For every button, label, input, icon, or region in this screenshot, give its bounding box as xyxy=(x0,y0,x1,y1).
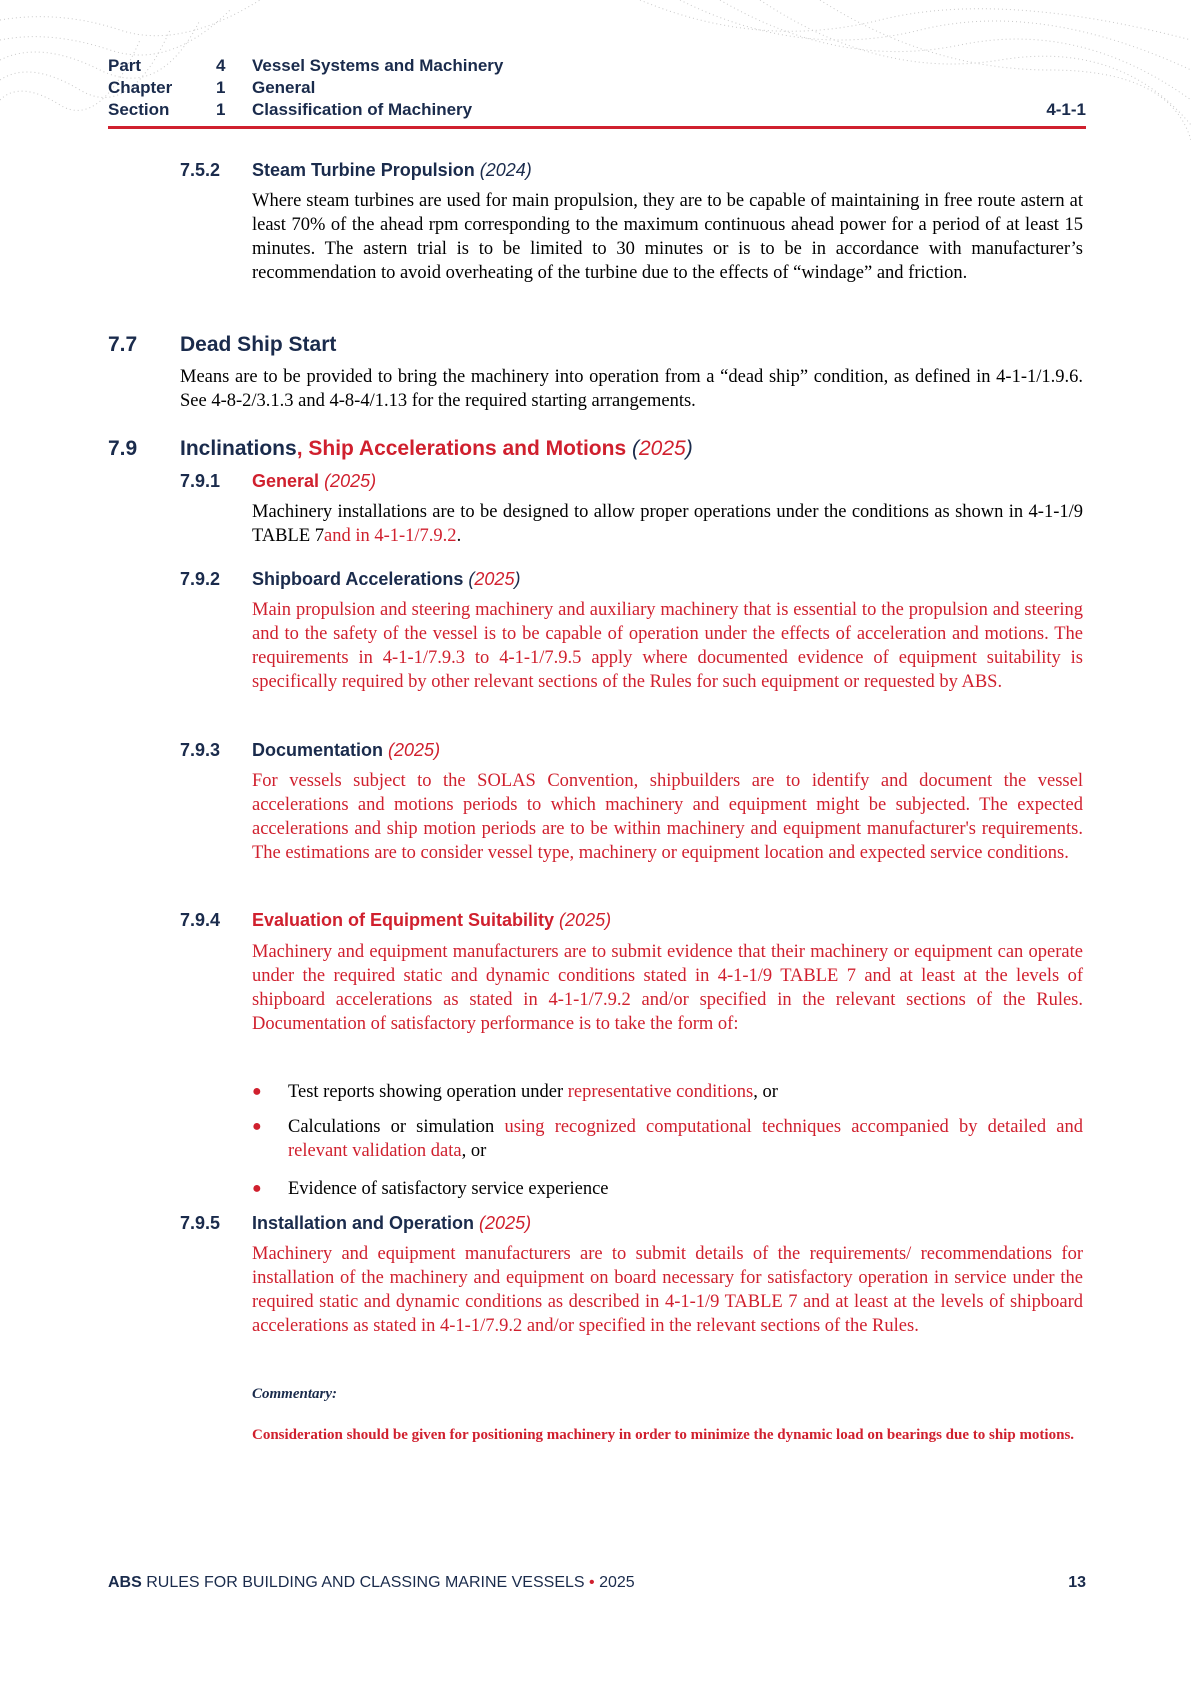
heading-number: 7.9.1 xyxy=(180,471,221,491)
header-part-title: Vessel Systems and Machinery xyxy=(252,56,504,75)
heading-year: 2025 xyxy=(638,437,686,460)
heading-7-7 xyxy=(108,333,337,357)
heading-year: (2025) xyxy=(388,740,441,760)
heading-year: 2025 xyxy=(474,569,515,589)
heading-number: 7.9 xyxy=(108,437,138,460)
heading-title: General xyxy=(252,471,320,491)
paragraph-text-end: . xyxy=(456,526,462,546)
heading-title: Dead Ship Start xyxy=(180,333,337,356)
heading-title: Evaluation of Equipment Suitability xyxy=(252,910,555,930)
footer-year: 2025 xyxy=(594,1574,635,1591)
heading-number: 7.9.3 xyxy=(180,740,221,760)
paragraph-text: Machinery installations are to be designed to allow proper operations under the conditions as shown in 4-1-1/9 TABLE 7 xyxy=(252,502,1083,546)
heading-year-open: ( xyxy=(468,569,475,589)
page-footer xyxy=(108,1574,1086,1592)
heading-number: 7.9.4 xyxy=(180,910,221,930)
paragraph-7-9-2: Main propulsion and steering machinery and auxiliary machinery that is essential to the propulsion and steering and to the safety of the vessel is to be capable of operation under the effects of acceleration and motions. The requirements in 4-1-1/7.9.3 to 4-1-1/7.9.5 apply where documented evidence of equipment suitability is specifically required by other relevant sections of the Rules for such equipment or requested by ABS. xyxy=(252,600,1083,692)
header-section-title: Classification of Machinery xyxy=(252,100,473,119)
commentary-text: Consideration should be given for positioning machinery in order to minimize the dynamic load on bearings due to ship motions. xyxy=(252,1427,1075,1443)
paragraph-text-added: and in 4-1-1/7.9.2 xyxy=(324,526,457,546)
heading-year-close: ) xyxy=(514,569,521,589)
bullet-icon: ● xyxy=(252,1118,262,1135)
commentary-label: Commentary: xyxy=(252,1386,337,1402)
header-part-number: 4 xyxy=(216,56,226,75)
heading-7-9 xyxy=(108,437,693,461)
heading-7-5-2 xyxy=(180,160,532,181)
list-item-text-end: , or xyxy=(753,1082,778,1102)
footer-separator: • xyxy=(589,1574,595,1591)
heading-title-added: , Ship Accelerations and Motions xyxy=(296,437,627,460)
list-item-text-added: using recognized computational techniques accompanied by detailed and relevant validation data xyxy=(288,1117,1084,1161)
heading-title: Steam Turbine Propulsion xyxy=(252,160,475,180)
list-item-text-end: , or xyxy=(461,1141,487,1161)
heading-year: (2025) xyxy=(479,1213,532,1233)
footer-title: RULES FOR BUILDING AND CLASSING MARINE VESSELS xyxy=(141,1574,590,1591)
heading-7-9-1 xyxy=(180,471,377,492)
heading-year: (2025) xyxy=(324,471,377,491)
list-item-text-added: representative conditions xyxy=(567,1082,754,1102)
paragraph-7-9-1 xyxy=(252,500,1083,548)
heading-number: 7.9.5 xyxy=(180,1213,221,1233)
heading-number: 7.9.2 xyxy=(180,569,221,589)
heading-number: 7.5.2 xyxy=(180,160,221,180)
list-item-text: Test reports showing operation under xyxy=(288,1082,568,1102)
header-chapter-number: 1 xyxy=(216,78,226,97)
page-number: 13 xyxy=(1068,1574,1086,1591)
heading-title: Inclinations xyxy=(180,437,297,460)
heading-title: Shipboard Accelerations xyxy=(252,569,464,589)
paragraph-7-9-3: For vessels subject to the SOLAS Convention, shipbuilders are to identify and document the vessel accelerations and motions periods to which machinery and equipment might be subjected. The expected accelerations and ship motion periods are to be within machinery and equipment manufacturer's requirements. The estimations are to consider vessel type, machinery or equipment location and expected service conditions. xyxy=(252,771,1083,863)
paragraph-7-5-2: Where steam turbines are used for main propulsion, they are to be capable of maintaining in free route astern at least 70% of the ahead rpm corresponding to the maximum continuous ahead power for a period of at least 15 minutes. The astern trial is to be limited to 30 minutes or is to be in accordance with manufacturer’s recommendation to avoid overheating of the turbine due to the effects of “windage” and friction. xyxy=(252,191,1083,283)
heading-year-open: ( xyxy=(631,437,639,460)
paragraph-7-7: Means are to be provided to bring the machinery into operation from a “dead ship” condition, as defined in 4-1-1/1.9.6. See 4-8-2/3.1.3 and 4-8-4/1.13 for the required starting arrangements. xyxy=(180,367,1083,411)
header-rule xyxy=(108,126,1086,129)
heading-title: Installation and Operation xyxy=(252,1213,475,1233)
bullet-icon: ● xyxy=(252,1083,262,1100)
paragraph-7-9-4: Machinery and equipment manufacturers are to submit evidence that their machinery or equipment can operate under the required static and dynamic conditions stated in 4-1-1/9 TABLE 7 and at least at the levels of shipboard accelerations as stated in 4-1-1/7.9.2 and/or specified in the relevant sections of the Rules. Documentation of satisfactory performance is to take the form of: xyxy=(252,942,1083,1034)
heading-7-9-5 xyxy=(180,1213,532,1234)
heading-year: (2025) xyxy=(559,910,612,930)
header-section-label: Section xyxy=(108,100,170,119)
list-item-text: Evidence of satisfactory service experience xyxy=(288,1179,609,1199)
header-chapter-title: General xyxy=(252,78,316,97)
heading-year-close: ) xyxy=(685,437,693,460)
header-reference: 4-1-1 xyxy=(1046,100,1086,119)
heading-number: 7.7 xyxy=(108,333,138,356)
list-item-text: Calculations or simulation xyxy=(288,1117,505,1137)
heading-title: Documentation xyxy=(252,740,384,760)
header-section-number: 1 xyxy=(216,100,226,119)
heading-7-9-2 xyxy=(180,569,521,590)
paragraph-7-9-5: Machinery and equipment manufacturers are to submit details of the requirements/ recommendations for installation of the machinery and equipment on board necessary for satisfactory operation in service under the required static and dynamic conditions as described in 4-1-1/9 TABLE 7 and at least at the levels of shipboard accelerations as stated in 4-1-1/7.9.2 and/or specified in the relevant sections of the Rules. xyxy=(252,1244,1083,1336)
header-chapter-label: Chapter xyxy=(108,78,173,97)
header-part-label: Part xyxy=(108,56,142,75)
heading-year: (2024) xyxy=(479,160,532,180)
bullet-icon: ● xyxy=(252,1180,262,1197)
heading-7-9-4 xyxy=(180,910,612,931)
heading-7-9-3 xyxy=(180,740,441,761)
footer-abs: ABS xyxy=(108,1574,142,1591)
